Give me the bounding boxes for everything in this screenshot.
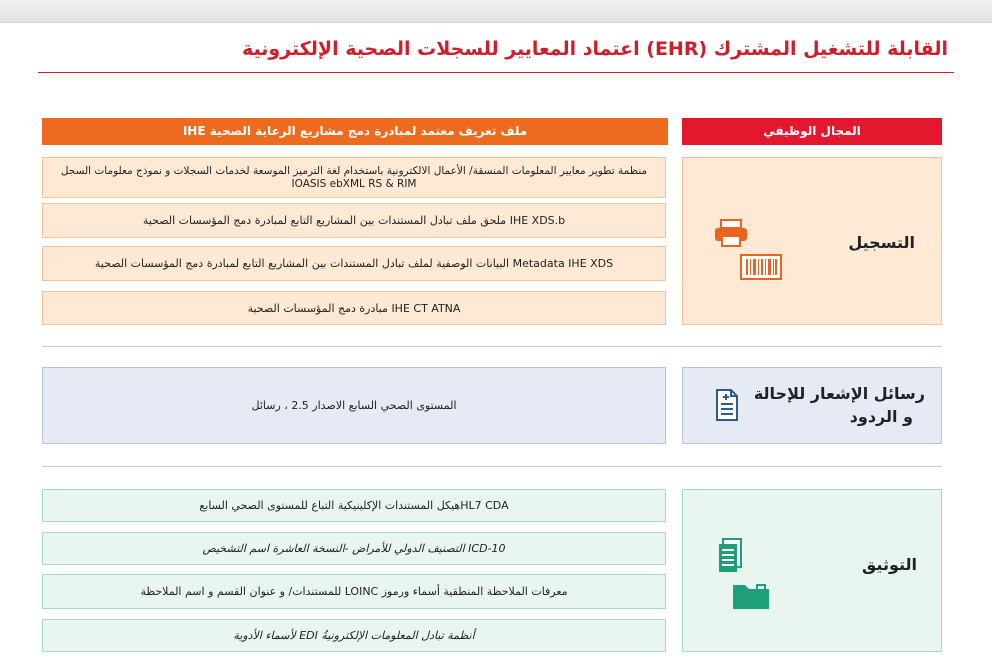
- documentation-domain-box: [682, 489, 942, 652]
- registration-row-1: منظمة تطوير معايير المعلومات المنسقة/ الأعمال الالكترونية باستخدام لغة الترميز الموسعة لخدمات السجلات و نموذج معلومات السجل IOASIS ebXML RS & RIM: [42, 157, 666, 198]
- page-title: القابلة للتشغيل المشترك (EHR) اعتماد المعايير للسجلات الصحية الإلكترونية: [241, 38, 948, 60]
- documentation-row-1: HL7 CDAهيكل المستندات الإكلينيكية التباع للمستوى الصحي السابع: [42, 489, 666, 522]
- top-bar: [0, 0, 992, 23]
- printer-icon: [713, 218, 749, 252]
- registration-label: التسجيل: [848, 233, 915, 252]
- domain-header: المجال الوظيفي: [682, 118, 942, 145]
- title-divider: [38, 72, 954, 73]
- registration-domain-box: [682, 157, 942, 325]
- barcode-icon: [740, 254, 782, 284]
- notification-label-line1: رسائل الإشعار للإحالة: [753, 384, 925, 403]
- documentation-label: التوثيق: [861, 555, 917, 574]
- registration-row-2: IHE XDS.b ملحق ملف تبادل المستندات بين المشاريع التابع لمبادرة دمج المؤسسات الصحية: [42, 203, 666, 238]
- folder-icon: [731, 581, 771, 615]
- documentation-row-4: أنظمة تبادل المعلومات الإلكترونيةُ EDI لأسماء الأدوية: [42, 619, 666, 652]
- notification-row-1: المستوى الصحي السابع الاصدار 2.5 ، رسائل: [42, 367, 666, 444]
- notification-label-line2: و الردود: [849, 407, 913, 426]
- registration-row-3: Metadata IHE XDS البيانات الوصفية لملف تبادل المستندات بين المشاريع التابع لمبادرة دمج المؤسسات الصحية: [42, 246, 666, 281]
- document-stack-icon: [717, 538, 743, 578]
- documentation-row-3: معرفات الملاحظة المنطقية أسماء ورموز LOINC للمستندات/ و عنوان القسم و اسم الملاحظة: [42, 574, 666, 609]
- notification-domain-box: [682, 367, 942, 444]
- section-divider-1: [42, 346, 942, 347]
- profile-header: ملف تعريف معتمد لمبادرة دمج مشاريع الرعاية الصحية IHE: [42, 118, 668, 145]
- documentation-row-2: ICD-10 التصنيف الدولي للأمراض -النسخة العاشرة اسم التشخيص: [42, 532, 666, 565]
- document-list-icon: [715, 388, 739, 426]
- section-divider-2: [42, 466, 942, 467]
- registration-row-4: IHE CT ATNA مبادرة دمج المؤسسات الصحية: [42, 291, 666, 325]
